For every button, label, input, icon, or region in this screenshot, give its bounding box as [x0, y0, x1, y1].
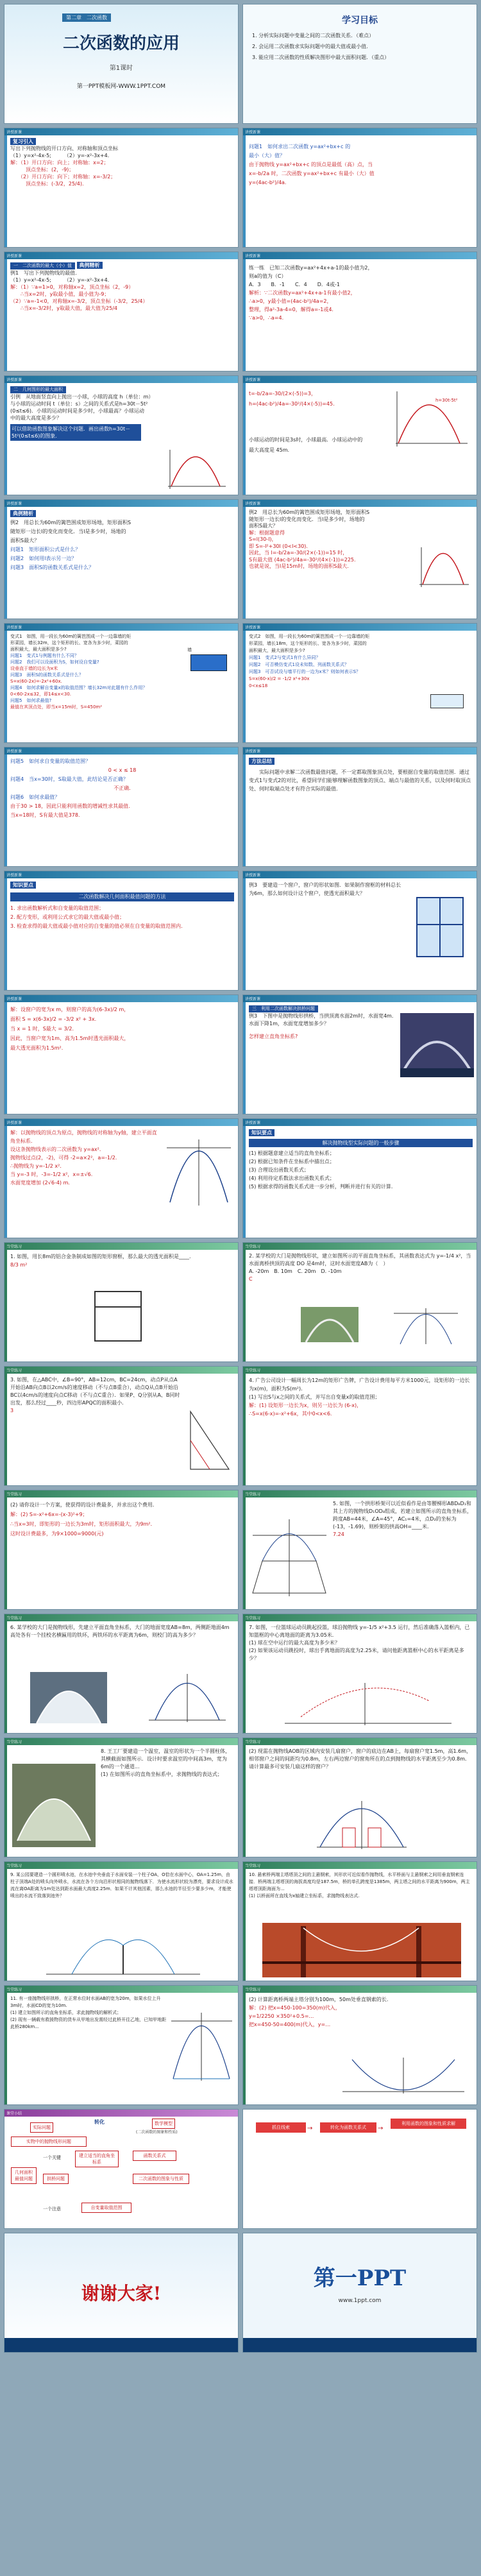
section-head: 方法总结 [249, 758, 274, 765]
slide-exercise4 [242, 1366, 477, 1486]
flow-step-1: 抓住线索 [256, 2122, 306, 2133]
text-line: 面积最大，最大面积是多少? [10, 647, 67, 652]
key-item: (4) 利用待定系数法求出函数关系式； [249, 1175, 335, 1181]
text-line: (0≤t≤6)．小球的运动时间是多少时，小球最高？小球运动 [10, 408, 144, 414]
text-line: 随矩形一边长l的变化而变化．当l是多少时，场地的 [249, 516, 365, 522]
key-box-title: 二次函数解决几何面积最值问题的方法 [10, 892, 234, 901]
text-line: t=-b/2a=-30/(2×(-5))=3， [249, 391, 317, 397]
slide-tag: 讲授新课 [6, 1121, 22, 1125]
text-line: (1) 在如图所示的直角坐标系中，求抛物线的表达式； [101, 1771, 223, 1777]
text-line: 问题2 可否模仿变式1设未知数、列函数关系式？ [249, 662, 349, 667]
text-line: （1）y=x²-4x-5; （2）y=-x²-3x+4. [10, 153, 110, 158]
slide-tag: 讲授新课 [245, 997, 261, 1002]
solution-line: 解：(1) 设矩形一边长为x，则另一边长为 (6-x)， [249, 1403, 362, 1408]
text-line: 3. 如图，在△ABC中，∠B=90°，AB=12cm，BC=24cm，动点P从点A开始沿AB向点B以2cm/s的速度移动（不与点B重合），动点Q从点B开始沿BC以4cm/s的速度向点C移动（不与点C重合）．如果P、Q分别从A、B同时出发，那么经过____秒，四边形APQC的面积最小． [10, 1377, 180, 1406]
text-line: ∴a>0，y最小值=(4ac-b²)/4a=2， [249, 298, 332, 304]
text-line: h=(4ac-b²)/4a=-30²/(4×(-5))=45. [249, 401, 335, 407]
slide-variant2 [242, 623, 477, 743]
text-line: 解：（1）∵a=1>0，对称轴x=2，顶点坐标（2，-9） [10, 284, 134, 290]
answer-text: 3 [10, 1408, 14, 1413]
slide-exercise11 [4, 1985, 239, 2105]
text-line: 解：根据题意得 [249, 529, 285, 536]
lesson-label: 第1课时 [109, 65, 133, 72]
slide-tag: 讲授新课 [245, 378, 261, 382]
answer-text: 7.24 [333, 1531, 344, 1537]
answer-line: S=x(60-2x)=-2x²+60x. [10, 679, 62, 684]
flow-step-3: 利用函数的图象和性质求解 [391, 2119, 466, 2129]
text-line: (1) 以桥面所在直线为x轴建立坐标系，求抛物线表达式. [249, 1893, 360, 1898]
flow-geometry: 几何面积最值问题 [11, 2167, 37, 2184]
gate-coordinate-graph [391, 1307, 461, 1345]
cable-graph [339, 2056, 468, 2095]
text-line: （1）y=x²-4x-5; （2）y=-x²-3x+4. [10, 277, 110, 283]
text-line: 11. 有一座抛物线形拱桥，在正常水位时水面AB的宽为20m，如果水位上升3m时，水面CD的宽为10m. [10, 1996, 161, 2008]
slide-tag: 讲授新课 [6, 254, 22, 259]
text-line: y=(4ac-b²)/4a. [249, 180, 287, 185]
fountain-graph [43, 1932, 203, 1977]
garden-rect [190, 654, 227, 671]
text-line: 问题3 面积S的函数关系式是什么？ [10, 565, 94, 570]
text-line: 面积S最大？ [10, 538, 40, 543]
text-line: y=1/2250 ×350²+0.5=… [249, 2013, 314, 2019]
basketball-graph [282, 1682, 455, 1727]
text-line: (1) 建立如图所示的直角坐标系，求此抛物线的解析式； [10, 2010, 122, 2015]
text-line: 设这条抛物线表示的二次函数为 y=ax²． [10, 1147, 105, 1152]
bridge-coordinate-graph [164, 1138, 234, 1209]
section-bar: 一 二次函数的最大（小）值 [10, 262, 75, 269]
text-line: 整理，得a²-3a-4=0，解得a=-1或4. [249, 307, 333, 312]
slide-exercise2 [242, 1242, 477, 1362]
slide-tag: 当堂练习 [245, 1245, 261, 1249]
ball-height-graph [391, 389, 471, 450]
site-url: 第一PPT模板网-WWW.1PPT.COM [76, 83, 166, 90]
slide-tag: 讲授新课 [6, 502, 22, 506]
wrong-text: 不正确. [114, 785, 131, 791]
text-line: 面积最大，最大面积是多少? [249, 648, 305, 653]
slide-tag: 讲授新课 [245, 1121, 261, 1125]
slide-ball-solution [242, 375, 477, 495]
greenhouse-photo [12, 1764, 96, 1847]
text-line: 解：以抛物线的顶点为原点，抛物线的对称轴为y轴，建立平面直角坐标系． [10, 1130, 157, 1144]
suspension-bridge-photo [262, 1923, 461, 1977]
slide-exercise8 [4, 1737, 239, 1857]
key-item: 1. 求出函数解析式和自变量的取值范围； [10, 905, 105, 911]
answer-text: 8/3 m² [10, 1262, 28, 1268]
arch-frame-diagram [249, 1516, 330, 1599]
text-line: 当 y=-3 时，-3=-1/2 x²，x=±√6. [10, 1172, 93, 1177]
text-line: 面积 S = x(6-3x)/2 = -3/2 x² + 3x. [10, 1016, 97, 1022]
slide-tag: 当堂练习 [6, 1740, 22, 1744]
text-line: 随矩形一边长l的变化而变化．当l是多少时，场地的 [10, 529, 126, 534]
text-line: 8. 王工厂要建造一个温室，温室的形状为一个半圆柱体，其横截面如图所示．设计时要求温室的中间高3m，宽为6m的一个通道... [101, 1748, 231, 1770]
text-line: 问题4 当x=30时，S取最大值，此结论是否正确？ [10, 776, 128, 782]
text-line: 解析：∵二次函数y=ax²+4x+a-1有最小值2， [249, 290, 356, 296]
flow-relation: 函数关系式 [133, 2151, 176, 2161]
text-line: (2) 请你设计一个方案，使获得的设计费最多，并求出这个费用． [10, 1502, 158, 1508]
key-box-title: 解决抛物线型实际问题的一般步骤 [249, 1139, 473, 1147]
text-line: 因此，当窗户宽为1m、高为1.5m时透光面积最大， [10, 1036, 130, 1041]
flow-step-2: 转化为函数关系式 [320, 2122, 376, 2133]
flow-math-model: 数学模型 [152, 2119, 175, 2129]
slide-tag: 课堂小结 [6, 2111, 22, 2116]
garden-diagram [430, 694, 464, 708]
flow-graph-props: 二次函数的图象与性质 [133, 2174, 189, 2184]
text-line: 把x=450-50=400(m)代入，y=… [249, 2022, 331, 2027]
text-line: S有最大值 (4ac-b²)/4a=-30²/(4×(-1))=225. [249, 556, 356, 563]
text-line: 形菜园，墙长32m，这个矩形的长、宽各为多少时，菜园的 [10, 640, 128, 645]
solution-line: ∴S=x(6-x)=-x²+6x，其中0<x<6. [249, 1411, 332, 1417]
text-line: 5. 如图，一个拱形桥架可以近似看作是由等腰梯形ABD₈D₁和其上方的抛物线D₁OD₈组成，若建立如图所示的直角坐标系，跨度AB=44米，∠A=45°，AC₁=4米，点D₂的坐标为(-13，-1.69)，则桥架的拱高OH=____米. [333, 1501, 473, 1530]
text-line: 中的最大高度是多少？ [10, 415, 62, 421]
text-line: 当 x = 1 时，S最大 = 3/2. [10, 1026, 74, 1032]
text-line: 也就是说，当l是15m时，场地的面积S最大. [249, 563, 349, 569]
slide-exercise4b [4, 1490, 239, 1610]
text-line: 6. 某学校的大门是抛物线形，先建立平面直角坐标系，大门的地面宽度AB=8m，两侧距地面4m高处各有一个挂校名横匾用的铁环，两铁环的水平距离为6m，则校门的高为多少？ [10, 1625, 230, 1638]
text-line: 解：(2) 把x=450-100=350(m)代入， [249, 2005, 341, 2011]
flow-coordinate: 建立适当的直角坐标系 [75, 2151, 119, 2167]
parabola-graph [165, 447, 229, 491]
text-line: 则a的值为（C） [249, 273, 287, 279]
chapter-label: 第二章 二次函数 [62, 13, 111, 22]
slide-tag: 讲授新课 [6, 873, 22, 878]
slide-tag: 当堂练习 [245, 1988, 261, 1992]
text-line: 抛物线过点(2，-2)，可得 -2=a×2²，a=-1/2. [10, 1155, 117, 1161]
triangle-diagram [184, 1405, 235, 1476]
text-line: 这时设计费最多，为9×1000=9000(元) [10, 1531, 104, 1537]
summary-text: 实际问题中求解二次函数最值问题，不一定都取图象顶点处，要根据自变量的取值范围．通过变式1与变式2的对比，希望同学们能够理解函数图象的顶点、端点与最值的关系，以及何时取顶点处、何时取端点处才有符合实际的最值. [249, 769, 471, 792]
text-line: 引例 从地面竖直向上抛出一小球，小球的高度 h（单位：m） [10, 394, 154, 400]
slide-tag: 当堂练习 [245, 1864, 261, 1868]
brand-site: www.1ppt.com [338, 2298, 382, 2304]
text-line: ∵a>0，∴a=4. [249, 315, 284, 321]
slide-example1 [4, 252, 239, 371]
flow-bridge: 拱桥问题 [43, 2174, 69, 2184]
text-line: 例3 下图中是抛物线形拱桥，当拱顶离水面2m时，水面宽4m．水面下降1m，水面宽度增加多少？ [249, 1013, 397, 1027]
slide-question1 [242, 128, 477, 248]
text-line: 解：(2) S=-x²+6x=-(x-3)²+9； [10, 1512, 88, 1517]
slide-exercise5 [242, 1490, 477, 1610]
answer-line: S=x(60-x)/2 = -1/2 x²+30x [249, 676, 310, 681]
ask-text: 怎样建立直角坐标系? [249, 1034, 298, 1039]
text-line: 水面宽度增加 (2√6-4) m. [10, 1180, 70, 1186]
text-line: 面积S最大？ [249, 523, 278, 529]
slide-intro-ball [4, 375, 239, 495]
window-diagram [416, 897, 464, 957]
section-head: 知识要点 [249, 1129, 274, 1136]
window-arch-graph [314, 1799, 410, 1850]
section-head: 典例精析 [77, 262, 103, 269]
key-item: 2. 配方变形，或利用公式求它的最大值或最小值； [10, 914, 125, 920]
slide-bridge-problem [242, 994, 477, 1114]
slide-exercise6 [4, 1614, 239, 1734]
goal-item: 1. 分析实际问题中变量之间的二次函数关系．（难点） [252, 33, 375, 38]
section-head: 复习引入 [10, 138, 36, 145]
answer-line: 最值在其顶点处，即当x=15m时，S=450m² [10, 704, 103, 710]
section-head: 典例精析 [10, 510, 36, 517]
flow-note: 一个注意 [43, 2206, 61, 2212]
slide-bridge-solution [4, 1118, 239, 1238]
gate-photo [30, 1672, 107, 1723]
text-line: ∴当x=-3/2时，y取最大值，最大值为25/4 [10, 305, 117, 311]
text-line: 解：设窗户的宽为x m，则窗户的高为(6-3x)/2 m， [10, 1007, 130, 1012]
curve-label: h=30t-5t² [435, 398, 458, 403]
slide-exercise8b [242, 1737, 477, 1857]
answer-line: 设垂直于墙的边长为x米 [10, 666, 58, 671]
slide-tag: 当堂练习 [6, 1988, 22, 1992]
arrow-right-icon: → [378, 2125, 384, 2132]
brand-logo: 第一PPT [313, 2265, 407, 2291]
slide-tag: 当堂练习 [245, 1740, 261, 1744]
flow-transform: 转化 [94, 2119, 105, 2125]
text-line: 10. 悬索桥两端主塔塔顶之间的主悬钢索，其形状可近似看作抛物线，水平桥面与主悬钢索之间用垂直钢索连接．桥两端主塔塔顶的海拔高度均是187.5m，桥的单孔跨度是1385m，两主塔之间的水平距离为900m，两主塔塔顶距海面为... [249, 1872, 470, 1891]
slide-tag: 当堂练习 [6, 1369, 22, 1373]
slide-summary [4, 2109, 239, 2229]
goal-item: 2. 会运用二次函数求实际问题中的最大值或最小值． [252, 44, 372, 49]
slide-example2-solution [242, 499, 477, 619]
text-line: （2）开口方向：向下；对称轴：x=-3/2； [10, 174, 116, 180]
answer-line: 0<x≤18 [249, 683, 268, 688]
range-text: 0 < x ≤ 18 [108, 767, 137, 773]
bridge-photo [400, 1013, 474, 1077]
arch-bridge-graph [168, 2011, 235, 2082]
slide-title [4, 4, 239, 124]
slide-tag: 讲授新课 [245, 749, 261, 754]
hint-box: 可以借助函数图象解决这个问题．画出函数h=30t－5t²(0≤t≤6)的图象. [10, 424, 141, 441]
text-line: 由于抛物线 y=ax²+bx+c 的顶点是最低（高）点，当 [249, 162, 373, 167]
slide-window-problem [242, 871, 477, 991]
slide-goals [242, 4, 477, 124]
deck-title: 二次函数的应用 [62, 34, 180, 53]
slide-key-points-steps [242, 1118, 477, 1238]
pre-text: 由于30 > 18，因此只能利用函数的增减性求其最值. [10, 803, 130, 809]
text-line: 顶点坐标：(-3/2，25/4). [10, 181, 84, 187]
slide-example2 [4, 499, 239, 619]
slide-flowchart [242, 2109, 477, 2229]
text-line: 最大透光面积为1.5m². [10, 1045, 63, 1051]
slide-tag: 讲授新课 [245, 626, 261, 630]
slide-tag: 讲授新课 [245, 254, 261, 259]
text-line: 问题1 变式2与变式1有什么异同？ [249, 655, 321, 660]
key-item: (2) 根据已知条件在坐标系中描出点； [249, 1159, 335, 1164]
text-line: 问题2 我们可以设面积为S，如何设自变量? [10, 660, 99, 665]
text-line: 例3 要建造一个窗户，窗户的形状如图．如果制作窗框的材料总长为6m，那么如何设计这个窗户，使透光面积最大？ [249, 882, 401, 896]
slide-tag: 当堂练习 [245, 1616, 261, 1621]
text-line: 问题5 如何求自变量的取值范围？ [10, 758, 91, 764]
text-line: (2) 现有一辆载有救援物资的货车从甲地出发需经过此桥开往乙地，已知甲地距此桥280km... [10, 2017, 167, 2029]
text-line: （2）∵a=-1<0，对称轴x=-3/2，顶点坐标（-3/2，25/4） [10, 298, 148, 304]
slide-exercise1 [4, 1242, 239, 1362]
text-line: 小球运动的时间是3s时，小球最高．小球运动中的 [249, 437, 363, 443]
key-item: 3. 检查求得的最大值或最小值对应的自变量的值必须在自变量的取值范围内. [10, 923, 183, 929]
gate-photo [301, 1307, 359, 1342]
slide-tag: 当堂练习 [245, 1492, 261, 1497]
text-line: (1) 球在空中运行的最大高度为多少米？ [249, 1640, 340, 1646]
slide-exercise7 [242, 1614, 477, 1734]
goals-title: 学习目标 [342, 15, 378, 26]
flow-math-model-sub: (二次函数的图象和性质) [136, 2130, 178, 2135]
text-line: 问题3 可否试设与墙平行的一边为x米？则如何表示S？ [249, 669, 361, 674]
slide-tag: 当堂练习 [245, 1369, 261, 1373]
text-line: 解：（1）开口方向：向上；对称轴：x=2； [10, 160, 109, 166]
text-line: 问题6 如何求最值？ [10, 794, 60, 800]
slide-tag: 当堂练习 [6, 1245, 22, 1249]
thanks-text: 谢谢大家! [81, 2283, 162, 2304]
text-line: 问题5 如何求最值? [10, 698, 52, 703]
answer-text: C [249, 1276, 253, 1282]
text-line: 顶点坐标：(2，-9)； [10, 167, 74, 173]
answer-line: 0<60-2x≤32，即14≤x<30. [10, 692, 72, 697]
text-line: 问题4 如何求解自变量x的取值范围？墙长32m对此题有什么作用？ [10, 685, 148, 690]
text-line: 4. 广告公司设计一幅周长为12m的矩形广告牌，广告设计费用每平方米1000元，设矩形的一边长为x(m)，面积为S(m²)． [249, 1378, 470, 1392]
text-line: ∴当x=3时，即矩形的一边长为3m时，矩形面积最大，为9m²． [10, 1521, 156, 1527]
flow-parabola-problem: 实物中的抛物线形问题 [11, 2137, 87, 2147]
slide-exercise3 [4, 1366, 239, 1486]
slide-tag: 讲授新课 [6, 130, 22, 135]
text-line: 最大高度是 45m. [249, 447, 290, 453]
section-bar: 三 利用二次函数解决拱桥问题 [249, 1005, 318, 1012]
slide-variant2-check [4, 747, 239, 867]
goal-item: 3. 能应用二次函数的性质解决图形中最大面积问题．（重点） [252, 55, 390, 60]
slide-tag: 当堂练习 [6, 1492, 22, 1497]
bottom-bar [4, 2338, 238, 2352]
slide-exercise10 [242, 1861, 477, 1981]
text-line: 2. 某学校的大门是抛物线形状，建立如图所示的平面直角坐标系，其函数表达式为 y=-1/4 x²，当水面离桥拱顶的高度 DO 是4m时，这时水面宽度AB为（ ） [249, 1253, 471, 1267]
text-line: (2) 如果该运动员跳投时，球出手离地面的高度为2.25米，请问他距离篮框中心的水平距离是多少？ [249, 1648, 464, 1661]
slide-window-solution [4, 994, 239, 1114]
slide-tag: 讲授新课 [6, 378, 22, 382]
section-bar: 二 几何图形的最大面积 [10, 386, 66, 393]
text-line: 9. 某公园要建造一个圆形喷水池，在水池中央垂直于水面安装一个柱子OA，O恰在水面中心，OA=1.25m，由柱子顶端A处的喷头向外喷水，水流在各个方向沿形状相同的抛物线落下．为使水流形状较为漂亮，要求设计成水流在离OA距离为1m处达到距水面最大高度2.25m．如果不计其他因素，那么水池的半径至少要多少m，才能使喷出的水流不致落到池外？ [10, 1872, 233, 1898]
slide-tag: 讲授新课 [6, 997, 22, 1002]
slide-practice [242, 252, 477, 371]
text-line: ∴抛物线为 y=-1/2 x²． [10, 1163, 65, 1169]
slide-tag: 讲授新课 [6, 626, 22, 630]
text-line: 变式2 如图，用一段长为60m的篱笆围成一个一边靠墙的矩 [249, 634, 370, 639]
key-item: (5) 根据求得的函数关系式进一步分析，判断并进行有关的计算. [249, 1184, 393, 1190]
text-line: A．3 B．-1 C．4 D．4或-1 [249, 282, 340, 287]
text-line: (1) 写出S与x之间的关系式，并写出自变量x的取值范围； [249, 1394, 380, 1400]
slide-tag: 讲授新课 [245, 130, 261, 135]
text-line: 1. 如图，用长8m的铝合金条制成如图的矩形窗框，那么最大的透光面积是____. [10, 1254, 191, 1259]
text-line: (2) 现需在抛物线AOB的区域内安装几扇窗户，窗户的底边在AB上，每扇窗户宽1.5m，高1.6m，相邻窗户之间的间距均为0.8m，左右两边窗户的窗角所在的点到抛物线的水平距离至少为0.8m．请计算最多可安装几扇这样的窗户？ [249, 1748, 471, 1770]
text-line: 写出下列抛物线的开口方向、对称轴和顶点坐标 [10, 146, 118, 151]
text-line: S=l(30-l)， [249, 536, 277, 542]
text-line: 变式1 如图，用一段长为60m的篱笆围成一个一边靠墙的矩 [10, 634, 131, 639]
arrow-right-icon: → [307, 2125, 313, 2132]
text-line: 即 S=-l²+30l (0<l<30). [249, 543, 308, 549]
slide-tag: 讲授新课 [245, 502, 261, 506]
slide-exercise10b [242, 1985, 477, 2105]
text-line: 问题1 矩形面积公式是什么？ [10, 547, 81, 552]
check-text: 当x=18时，S有最大值是378. [10, 812, 80, 818]
area-graph [416, 545, 471, 590]
text-line: 问题1 变式1与例题有什么不同？ [10, 653, 79, 658]
gate-graph [146, 1672, 229, 1723]
text-line: 问题3 面积S的函数关系式是什么？ [10, 672, 83, 678]
flow-range: 自变量取值范围 [81, 2203, 131, 2213]
bottom-bar [243, 2338, 477, 2352]
slide-thanks [4, 2233, 239, 2353]
goals-list [252, 30, 470, 63]
wall-label: 墙 [187, 647, 192, 653]
text-line: 问题2 如何用l表示另一边？ [10, 556, 77, 561]
key-item: (3) 合理设出函数关系式； [249, 1167, 309, 1173]
text-line: ∴当x=2时，y取最小值，最小值为-9； [10, 291, 110, 297]
text-line: A. -20m B. 10m C. 20m D. -10m [249, 1268, 342, 1274]
slide-grid [4, 4, 477, 2353]
text-line: 与小球的运动时间 t（单位：s）之间的关系式是h=30t－5t² [10, 401, 148, 407]
text-line: 练一练 已知二次函数y=ax²+4x+a-1的最小值为2， [249, 265, 373, 271]
slide-tag: 讲授新课 [245, 873, 261, 878]
text-line: x=-b/2a 时，二次函数 y=ax²+bx+c 有最小（大）值 [249, 171, 375, 176]
flow-key: 一个关键 [43, 2155, 61, 2160]
text-line: 例1 写出下列抛物线的最值. [10, 270, 77, 276]
slide-tag: 当堂练习 [6, 1616, 22, 1621]
slide-tag: 讲授新课 [6, 749, 22, 754]
flow-real-problem: 实际问题 [30, 2122, 53, 2133]
text-line: 例2 用总长为60m的篱笆围成矩形场地，矩形面积S [249, 509, 370, 515]
slide-logo [242, 2233, 477, 2353]
slide-method-summary [242, 747, 477, 867]
slide-review [4, 128, 239, 248]
section-head: 知识要点 [10, 882, 36, 889]
text-line: 问题1 如何求出二次函数 y=ax²+bx+c 的 [249, 144, 351, 149]
text-line: 例2 用总长为60m的篱笆围成矩形场地，矩形面积S [10, 520, 131, 525]
key-item: (1) 根据题意建立适当的直角坐标系； [249, 1150, 335, 1156]
text-line: (2) 计算距离桥两端主塔分别为100m，50m处垂直钢索的长. [249, 1997, 389, 2002]
window-frame-diagram [94, 1291, 142, 1342]
slide-tag: 当堂练习 [6, 1864, 22, 1868]
text-line: 最小（大）值？ [249, 153, 285, 158]
slide-exercise9 [4, 1861, 239, 1981]
slide-key-points-area [4, 871, 239, 991]
text-line: 形菜园，墙长18m，这个矩形的长、宽各为多少时，菜园的 [249, 641, 367, 646]
slide-variant1 [4, 623, 239, 743]
text-line: 因此，当 l=-b/2a=-30/(2×(-1))=15 时， [249, 550, 348, 556]
text-line: 7. 如图，一位篮球运动员跳起投篮，球沿抛物线 y=-1/5 x²+3.5 运行，然后准确落入篮框内，已知篮框的中心离地面的距离为3.05米． [249, 1625, 470, 1638]
